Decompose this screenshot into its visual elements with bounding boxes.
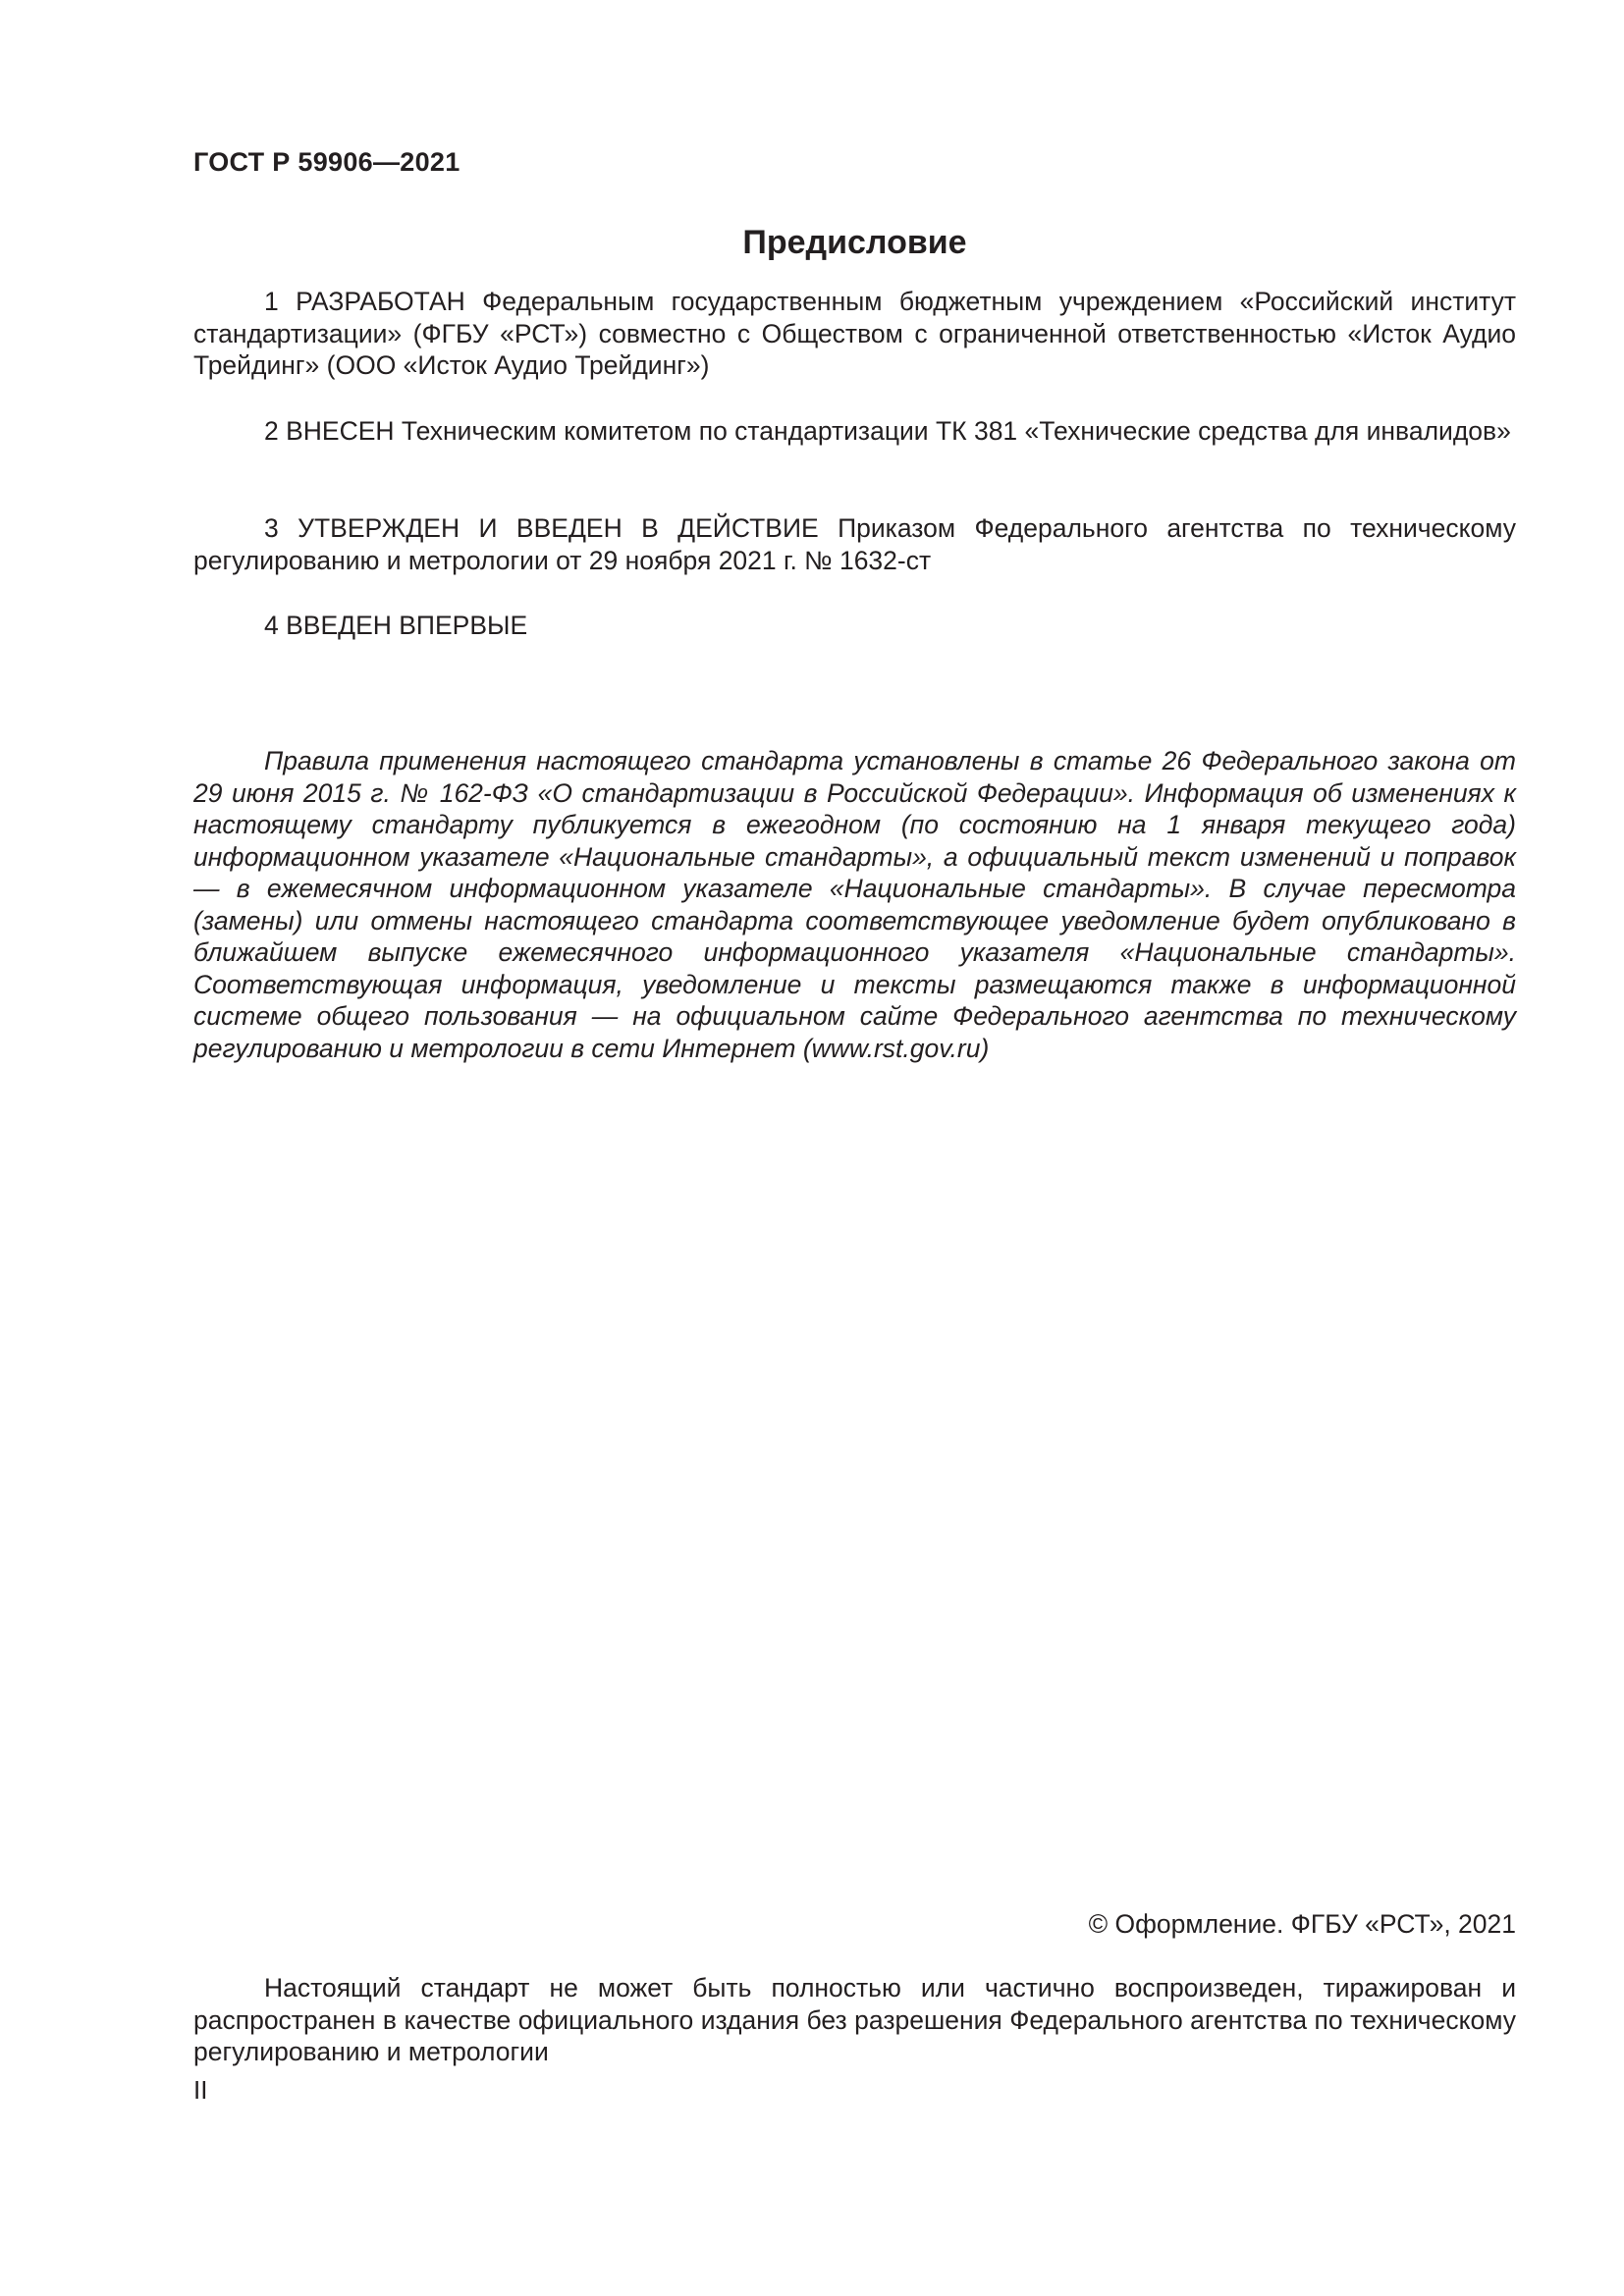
page-title: Предисловие: [742, 224, 967, 261]
preface-item-introduced: 2 ВНЕСЕН Техническим комитетом по стандартизации ТК 381 «Технические средства для инвалидов»: [264, 416, 1511, 446]
preface-item-approved: 3 УТВЕРЖДЕН И ВВЕДЕН В ДЕЙСТВИЕ Приказом Федерального агентства по техническому регулированию и метрологии от 29 ноября 2021 г. № 1632-ст: [193, 513, 1516, 575]
document-code: ГОСТ Р 59906—2021: [193, 147, 460, 177]
reproduction-notice: Настоящий стандарт не может быть полностью или частично воспроизведен, тиражирован и распространен в качестве официального издания без разрешения Федерального агентства по техническому регулированию и метрологии: [193, 1973, 1516, 2066]
rules-of-application-note: Правила применения настоящего стандарта установлены в статье 26 Федерального закона от 29 июня 2015 г. № 162-ФЗ «О стандартизации в Российской Федерации». Информация об изменениях к настоящему стандарту публикуется в ежегодном (по состоянию на 1 января текущего года) информационном указателе «Национальные стандарты», а официальный текст изменений и поправок — в ежемесячном информационном указателе «Национальные стандарты». В случае пересмотра (замены) или отмены настоящего стандарта соответствующее уведомление будет опубликовано в ближайшем выпуске ежемесячного информационного указателя «Национальные стандарты». Соответствующая информация, уведомление и тексты размещаются также в информационной системе общего пользования — на официальном сайте Федерального агентства по техническому регулированию и метрологии в сети Интернет (www.rst.gov.ru): [193, 746, 1516, 1063]
preface-item-first-introduced: 4 ВВЕДЕН ВПЕРВЫЕ: [264, 611, 528, 640]
copyright-line: © Оформление. ФГБУ «РСТ», 2021: [1088, 1909, 1516, 1939]
page-number: II: [193, 2075, 208, 2105]
preface-item-developed: 1 РАЗРАБОТАН Федеральным государственным бюджетным учреждением «Российский институт стандартизации» (ФГБУ «РСТ») совместно с Обществом с ограниченной ответственностью «Исток Аудио Трейдинг» (ООО «Исток Аудио Трейдинг»): [193, 287, 1516, 380]
